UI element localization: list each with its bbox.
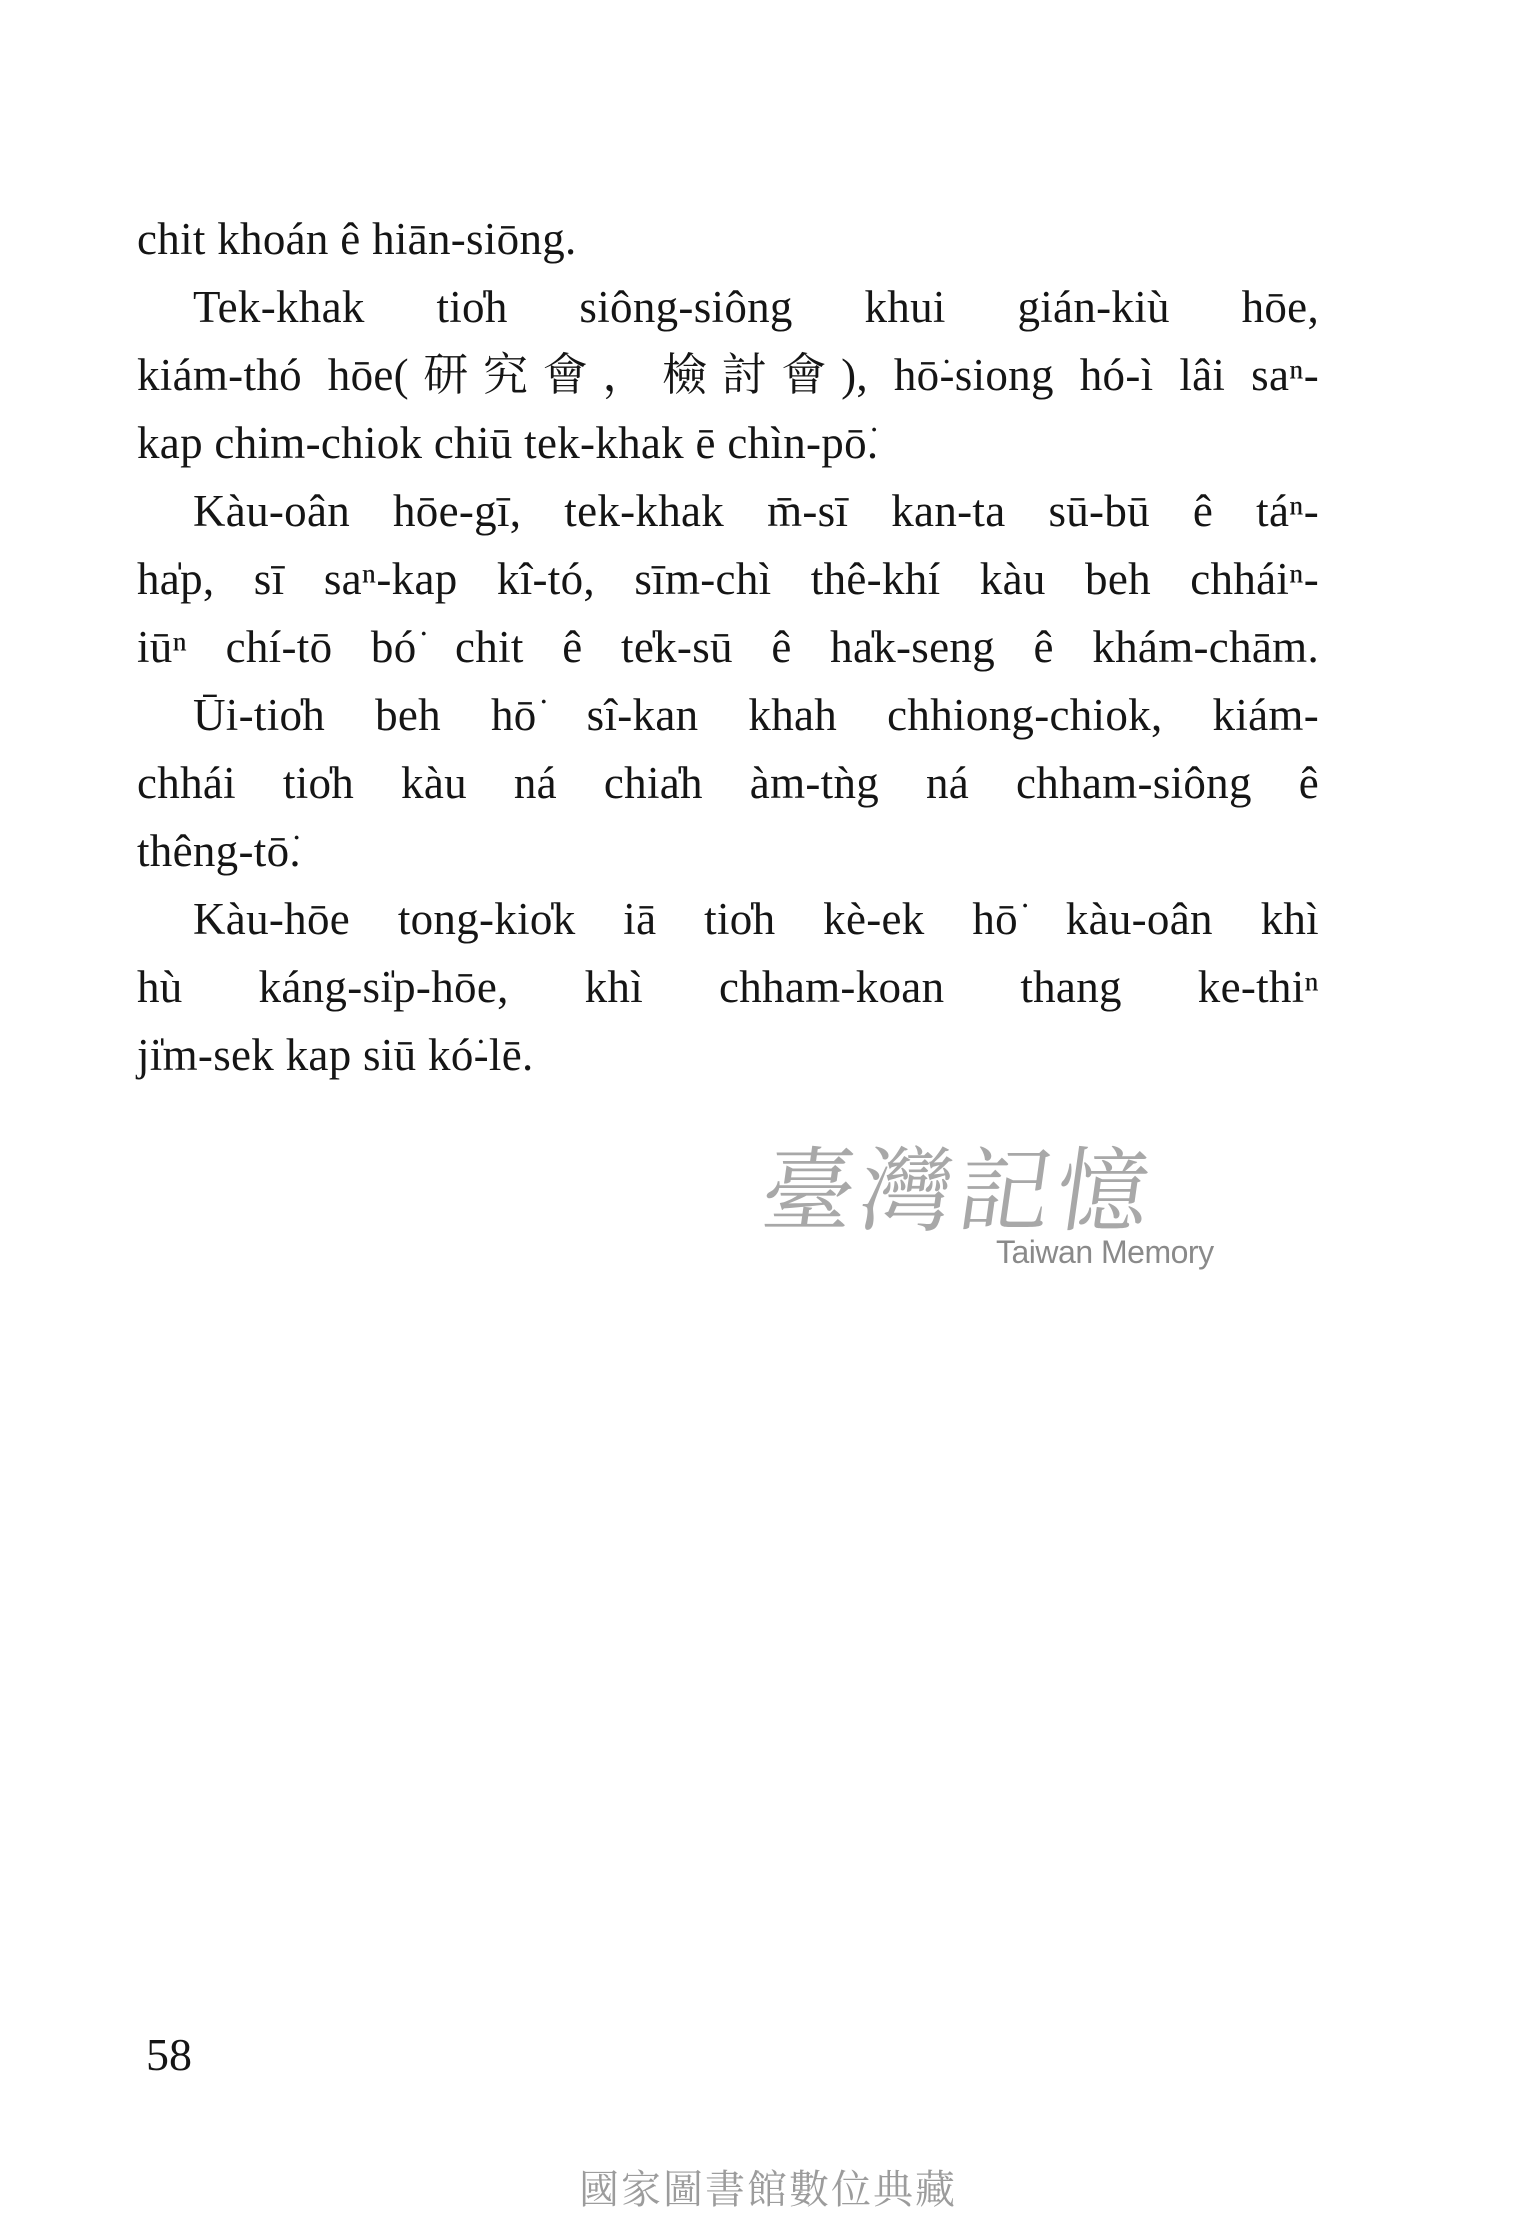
page-number: 58	[146, 2029, 192, 2080]
watermark-subtitle: Taiwan Memory	[996, 1234, 1214, 1270]
library-stamp: 國家圖書館數位典藏	[579, 2167, 957, 2213]
text-line-11: Kàu-hōe tong-kio̍k iā tio̍h kè-ek hō͘ kàu-oân khì	[193, 894, 1319, 944]
text-line-9: chhái tio̍h kàu ná chia̍h àm-tǹg ná chham-siông ê	[137, 758, 1319, 808]
text-line-3: kiám-thó hōe(研究會，檢討會), hō͘-siong hó-ì lâi saⁿ-	[137, 350, 1319, 400]
text-line-8: Ūi-tio̍h beh hō͘ sî-kan khah chhiong-chiok, kiám-	[193, 690, 1319, 740]
text-line-10: thêng-tō͘.	[137, 826, 301, 876]
text-line-1: chit khoán ê hiān-siōng.	[137, 214, 577, 264]
taiwan-memory-watermark	[755, 1118, 1234, 1278]
text-line-12: hù káng-si̍p-hōe, khì chham-koan thang ke-thiⁿ	[137, 962, 1319, 1012]
text-line-2: Tek-khak tio̍h siông-siông khui gián-kiù hōe,	[193, 282, 1319, 332]
watermark-title: 臺灣記憶	[755, 1138, 1163, 1245]
text-line-5: Kàu-oân hōe-gī, tek-khak m̄-sī kan-ta sū-bū ê táⁿ-	[193, 486, 1319, 536]
text-line-6: ha̍p, sī saⁿ-kap kî-tó, sīm-chì thê-khí kàu beh chháiⁿ-	[137, 554, 1319, 604]
text-line-7: iūⁿ chí-tō bó͘ chit ê te̍k-sū ê ha̍k-seng ê khám-chām.	[137, 622, 1319, 672]
text-line-4: kap chim-chiok chiū tek-khak ē chìn-pō͘.	[137, 418, 879, 468]
body-text	[137, 205, 1319, 1089]
text-line-13: ji̍m-sek kap siū kó͘-lē.	[137, 1030, 534, 1080]
